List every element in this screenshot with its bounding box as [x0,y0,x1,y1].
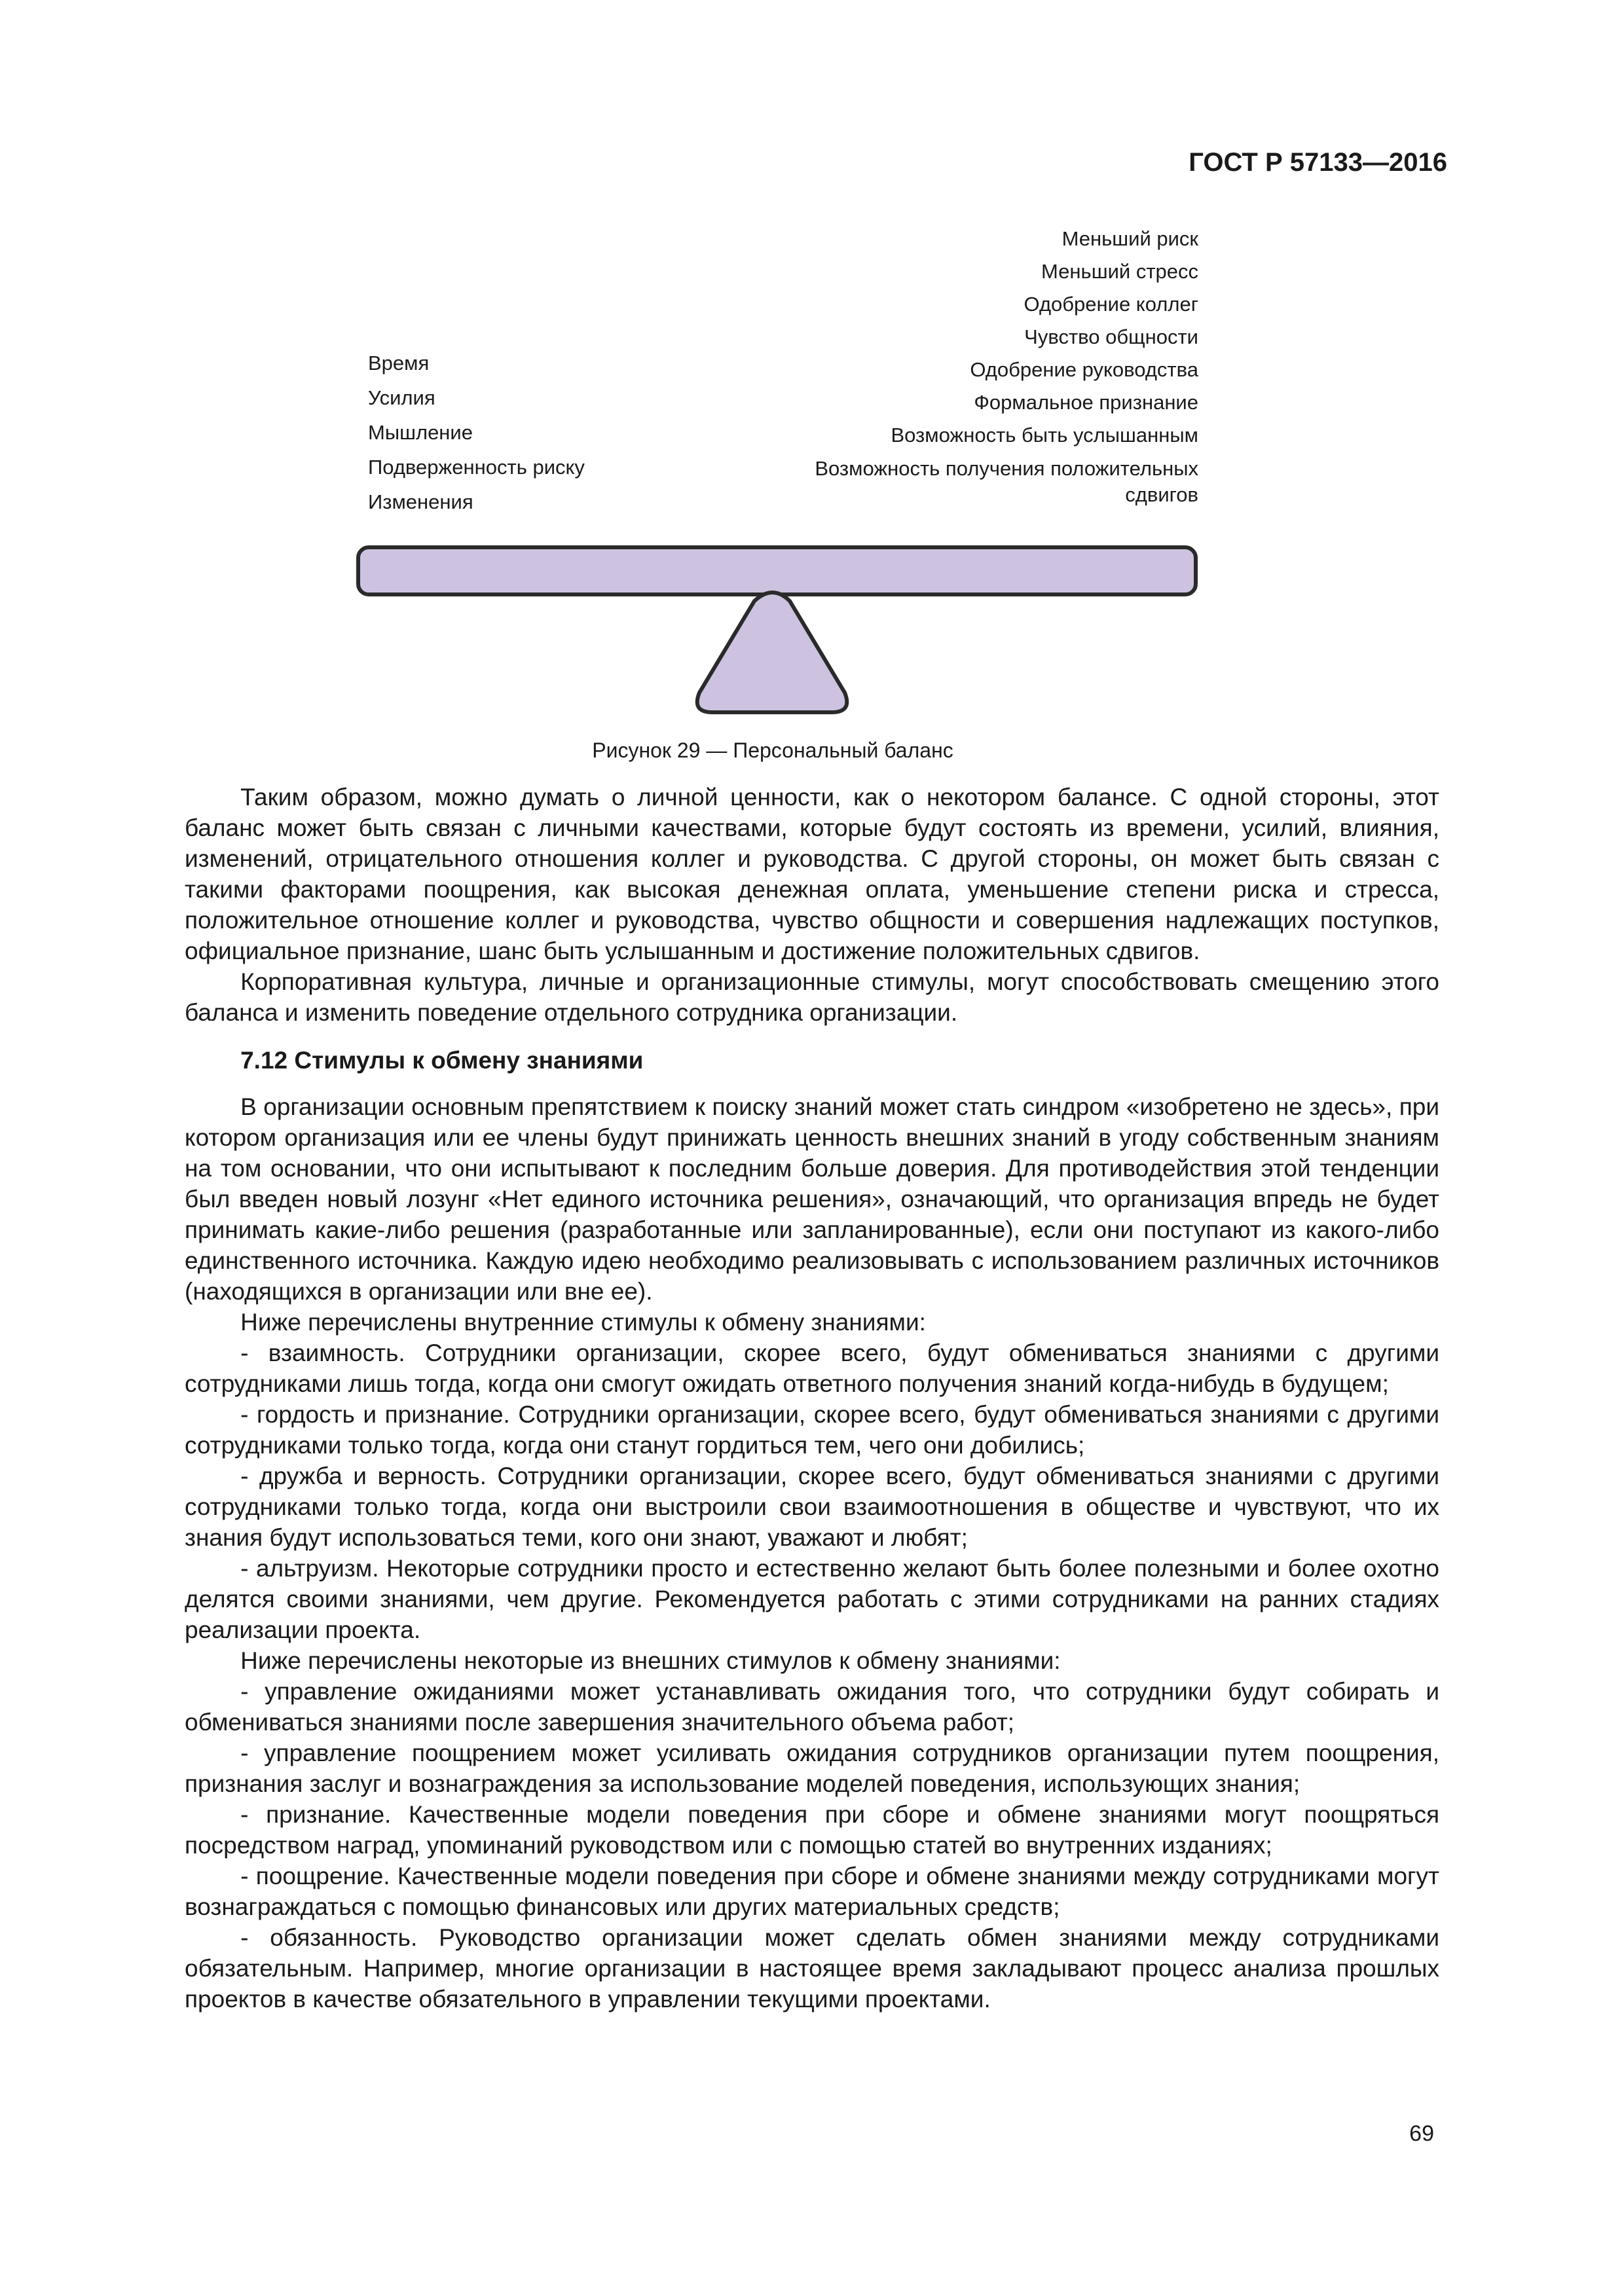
figure-caption: Рисунок 29 — Персональный баланс [592,738,953,762]
right-label: Одобрение коллег [1024,293,1198,316]
left-label: Изменения [368,490,473,513]
right-label: Формальное признание [974,391,1198,414]
right-label: Возможность быть услышанным [891,424,1198,446]
page-number: 69 [1409,2121,1434,2146]
right-label: Одобрение руководства [970,358,1198,381]
right-labels [609,223,1198,508]
left-labels [368,346,585,519]
paragraph: Ниже перечислены некоторые из внешних стимулов к обмену знаниями: [240,1647,1061,1674]
paragraph: В организации основным препятствием к поиску знаний может стать синдром «изобретено не здесь», при котором организация или ее члены будут принижать ценность внешних знаний в угоду собственным знаниям на том основании, что они испытывают к последним больше доверия. Для противодействия этой тенденции был введен новый лозунг «Нет единого источника решения», означающий, что организация впредь не будет принимать какие-либо решения (разработанные или запланированные), если они поступают из какого-либо единственного источника. Каждую идею необходимо реализовывать с использованием различных источников (находящихся в организации или вне ее). [185,1093,1439,1305]
left-label: Время [368,352,430,374]
right-label-multiline [609,456,1198,508]
section-heading: 7.12 Стимулы к обмену знаниями [240,1047,644,1074]
right-label-line: Возможность получения положительных [815,457,1198,480]
balance-fulcrum [697,592,847,712]
paragraph: Корпоративная культура, личные и организационные стимулы, могут способствовать смещению этого баланса и изменить поведение отдельного сотрудника организации. [185,968,1439,1026]
left-label: Мышление [368,421,473,444]
left-label: Усилия [368,386,435,409]
list-item: - обязанность. Руководство организации может сделать обмен знаниями между сотрудниками обязательным. Например, многие организации в настоящее время закладывают процесс анализа прошлых проектов в качестве обязательного в управлении текущими проектами. [185,1924,1439,2013]
left-label: Подверженность риску [368,456,585,479]
list-item: - гордость и признание. Сотрудники организации, скорее всего, будут обмениваться знаниями с другими сотрудниками только тогда, когда они станут гордиться тем, чего они добились; [185,1401,1439,1459]
paragraph: Таким образом, можно думать о личной ценности, как о некотором балансе. С одной стороны, этот баланс может быть связан с личными качествами, которые будут состоять из времени, усилий, влияния, изменений, отрицательного отношения коллег и руководства. С другой стороны, он может быть связан с такими факторами поощрения, как высокая денежная оплата, уменьшение степени риска и стресса, положительное отношение коллег и руководства, чувство общности и совершения надлежащих поступков, официальное признание, шанс быть услышанным и достижение положительных сдвигов. [185,784,1439,964]
list-item: - взаимность. Сотрудники организации, скорее всего, будут обмениваться знаниями с другими сотрудниками лишь тогда, когда они смогут ожидать ответного получения знаний когда-нибудь в будущем; [185,1339,1439,1397]
right-label-line: сдвигов [1125,483,1198,506]
list-item: - признание. Качественные модели поведения при сборе и обмене знаниями могут поощряться посредством наград, упоминаний руководством или с помощью статей во внутренних изданиях; [185,1801,1439,1859]
paragraph: Ниже перечислены внутренние стимулы к обмену знаниями: [240,1309,926,1336]
list-item: - поощрение. Качественные модели поведения при сборе и обмене знаниями между сотрудниками могут вознаграждаться с помощью финансовых или других материальных средств; [185,1863,1439,1920]
right-label: Меньший риск [1061,227,1198,250]
balance-beam [358,547,1196,594]
list-item: - альтруизм. Некоторые сотрудники просто и естественно желают быть более полезными и более охотно делятся своими знаниями, чем другие. Рекомендуется работать с этими сотрудниками на ранних стадиях реализации проекта. [185,1555,1439,1643]
list-item: - дружба и верность. Сотрудники организации, скорее всего, будут обмениваться знаниями с другими сотрудниками только тогда, когда они выстроили свои взаимоотношения в обществе и чувствуют, что их знания будут использоваться теми, кого они знают, уважают и любят; [185,1463,1439,1551]
right-label: Меньший стресс [1041,260,1198,283]
list-item: - управление ожиданиями может устанавливать ожидания того, что сотрудники будут собирать и обмениваться знаниями после завершения значительного объема работ; [185,1678,1439,1736]
document-id: ГОСТ Р 57133—2016 [1189,148,1447,177]
list-item: - управление поощрением может усиливать ожидания сотрудников организации путем поощрения, признания заслуг и вознаграждения за использование моделей поведения, использующих знания; [185,1740,1439,1797]
body-text [185,782,1439,2014]
right-label: Чувство общности [1024,325,1198,348]
